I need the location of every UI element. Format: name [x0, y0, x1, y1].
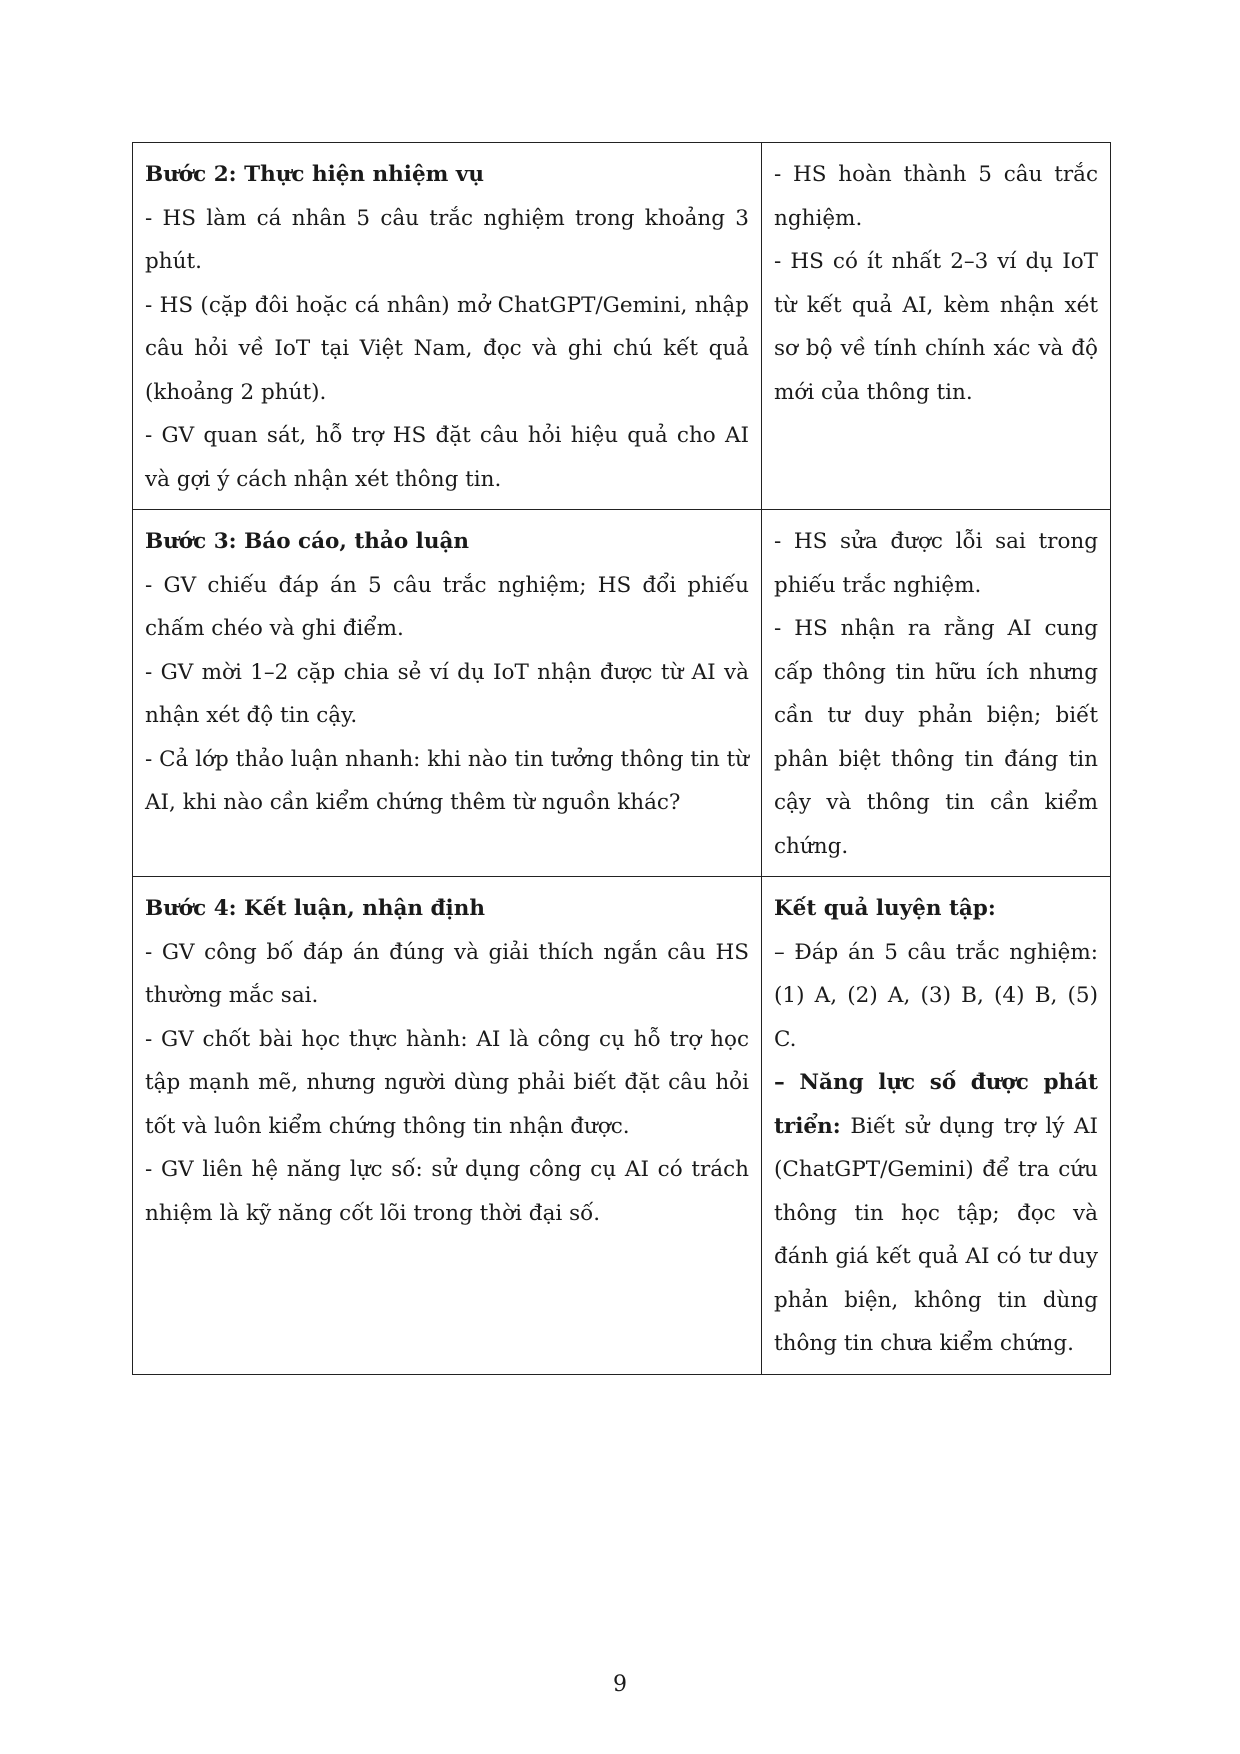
- activity-item: - HS (cặp đôi hoặc cá nhân) mở ChatGPT/Gemini, nhập câu hỏi về IoT tại Việt Nam, đọc và ghi chú kết quả (khoảng 2 phút).: [145, 292, 749, 405]
- result-item: - HS nhận ra rằng AI cung cấp thông tin hữu ích nhưng cần tư duy phản biện; biết phân biệt thông tin đáng tin cậy và thông tin cần kiểm chứng.: [774, 616, 1098, 859]
- result-item: - HS hoàn thành 5 câu trắc nghiệm.: [774, 162, 1098, 231]
- table-row: [133, 143, 1111, 510]
- step-heading: Bước 3: Báo cáo, thảo luận: [145, 529, 470, 554]
- activity-item: - GV liên hệ năng lực số: sử dụng công cụ AI có trách nhiệm là kỹ năng cốt lõi trong thời đại số.: [145, 1157, 749, 1226]
- step-heading: Bước 4: Kết luận, nhận định: [145, 896, 485, 921]
- result-heading: Kết quả luyện tập:: [774, 896, 996, 921]
- table-row: [133, 877, 1111, 1375]
- digital-skill-item: [774, 1061, 1098, 1366]
- activity-item: - HS làm cá nhân 5 câu trắc nghiệm trong khoảng 3 phút.: [145, 205, 749, 274]
- activity-item: - GV quan sát, hỗ trợ HS đặt câu hỏi hiệu quả cho AI và gợi ý cách nhận xét thông tin.: [145, 423, 749, 492]
- expected-result-cell: [762, 877, 1111, 1375]
- digital-skill-text: Biết sử dụng trợ lý AI (ChatGPT/Gemini) để tra cứu thông tin học tập; đọc và đánh giá kết quả AI có tư duy phản biện, không tin dùng thông tin chưa kiểm chứng.: [774, 1113, 1098, 1356]
- activity-item: - Cả lớp thảo luận nhanh: khi nào tin tưởng thông tin từ AI, khi nào cần kiểm chứng thêm từ nguồn khác?: [145, 746, 749, 815]
- teacher-activity-cell: [133, 510, 762, 877]
- step-heading: Bước 2: Thực hiện nhiệm vụ: [145, 162, 485, 187]
- activity-item: - GV mời 1–2 cặp chia sẻ ví dụ IoT nhận được từ AI và nhận xét độ tin cậy.: [145, 659, 749, 728]
- teacher-activity-cell: [133, 143, 762, 510]
- digital-skill-label: – Năng lực số được phát triển:: [774, 1070, 1098, 1139]
- activity-item: - GV công bố đáp án đúng và giải thích ngắn câu HS thường mắc sai.: [145, 939, 749, 1008]
- result-item: - HS sửa được lỗi sai trong phiếu trắc nghiệm.: [774, 529, 1098, 598]
- teacher-activity-cell: [133, 877, 762, 1375]
- expected-result-cell: [762, 143, 1111, 510]
- page-number: 9: [613, 1672, 627, 1697]
- expected-result-cell: [762, 510, 1111, 877]
- lesson-activity-table: [132, 142, 1111, 1375]
- result-item: - HS có ít nhất 2–3 ví dụ IoT từ kết quả AI, kèm nhận xét sơ bộ về tính chính xác và độ mới của thông tin.: [774, 249, 1098, 405]
- activity-item: - GV chiếu đáp án 5 câu trắc nghiệm; HS đổi phiếu chấm chéo và ghi điểm.: [145, 572, 749, 641]
- activity-item: - GV chốt bài học thực hành: AI là công cụ hỗ trợ học tập mạnh mẽ, nhưng người dùng phải biết đặt câu hỏi tốt và luôn kiểm chứng thông tin nhận được.: [145, 1026, 749, 1139]
- table-row: [133, 510, 1111, 877]
- answer-key: – Đáp án 5 câu trắc nghiệm: (1) A, (2) A, (3) B, (4) B, (5) C.: [774, 939, 1098, 1052]
